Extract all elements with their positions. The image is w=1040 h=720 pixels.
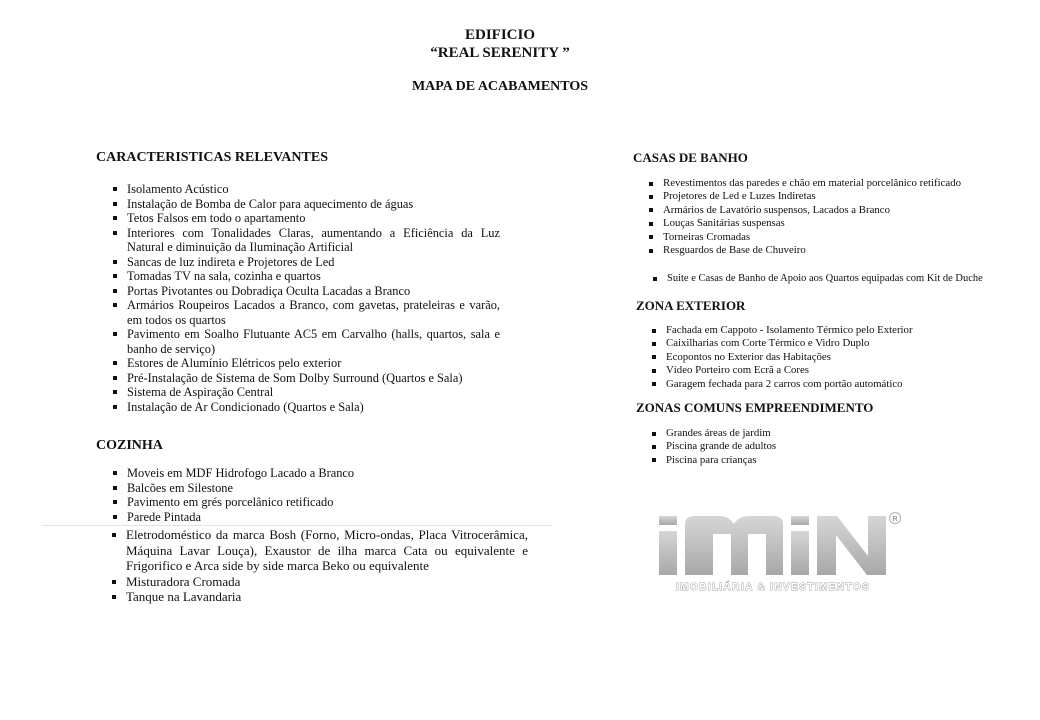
section-title-caracteristicas: CARACTERISTICAS RELEVANTES [96,150,328,165]
list-item: Instalação de Ar Condicionado (Quartos e Sala) [112,400,500,415]
document-title: MAPA DE ACABAMENTOS [411,79,589,94]
list-item: Parede Pintada [112,510,500,525]
casas-banho-list [648,177,1008,257]
zonas-comuns-list [651,427,1011,467]
section-title-zona-exterior: ZONA EXTERIOR [636,298,746,313]
imin-logo-mark [655,510,905,595]
list-item: Louças Sanitárias suspensas [648,217,1008,230]
list-item: Moveis em MDF Hidrofogo Lacado a Branco [112,466,500,481]
list-item: Tomadas TV na sala, cozinha e quartos [112,269,500,284]
list-item: Pavimento em Soalho Flutuante AC5 em Carvalho (halls, quartos, sala e banho de serviço) [112,327,500,356]
zona-exterior-list [651,324,1011,391]
list-item: Armários de Lavatório suspensos, Lacados a Branco [648,204,1008,217]
list-item: Tetos Falsos em todo o apartamento [112,211,500,226]
list-item: Eletrodoméstico da marca Bosh (Forno, Micro-ondas, Placa Vitrocerâmica, Máquina Lavar Louça), Exaustor de ilha marca Cata ou equivalente e Frigorifico e Arca side by side marca Beko ou equivalente [111,527,528,574]
list-item: Instalação de Bomba de Calor para aquecimento de águas [112,197,500,212]
list-item: Pré-Instalação de Sistema de Som Dolby Surround (Quartos e Sala) [112,371,500,386]
list-item: Portas Pivotantes ou Dobradiça Oculta Lacadas a Branco [112,284,500,299]
list-item: Piscina para crianças [651,454,1011,467]
list-item: Balcões em Silestone [112,481,500,496]
registered-mark: R [892,516,898,523]
list-item: Caixilharias com Corte Térmico e Vidro Duplo [651,337,1011,350]
imin-logo [655,510,905,595]
list-item: Estores de Alumínio Elétricos pelo exterior [112,356,500,371]
cozinha-list-b [111,527,528,605]
divider [42,525,552,526]
list-item: Pavimento em grés porcelânico retificado [112,495,500,510]
list-item: Sistema de Aspiração Central [112,385,500,400]
section-title-cozinha: COZINHA [96,438,163,453]
list-item: Resguardos de Base de Chuveiro [648,244,1008,257]
section-title-zonas-comuns: ZONAS COMUNS EMPREENDIMENTO [636,400,874,415]
casas-banho-extra [652,272,1032,285]
cozinha-list-a [112,466,500,524]
caracteristicas-list [112,182,500,414]
logo-tagline: IMOBILIÁRIA & INVESTIMENTOS [675,582,871,593]
list-item: Interiores com Tonalidades Claras, aumentando a Eficiência da Luz Natural e diminuição da Iluminação Artificial [112,226,500,255]
list-item: Grandes áreas de jardim [651,427,1011,440]
list-item: Projetores de Led e Luzes Indiretas [648,190,1008,203]
list-item: Vídeo Porteiro com Ecrã a Cores [651,364,1011,377]
list-item: Isolamento Acústico [112,182,500,197]
building-label: EDIFICIO [464,27,535,43]
list-item: Ecopontos no Exterior das Habitações [651,351,1011,364]
list-item: Garagem fechada para 2 carros com portão automático [651,378,1011,391]
section-title-casas-banho: CASAS DE BANHO [633,150,748,165]
list-item: Fachada em Cappoto - Isolamento Térmico pelo Exterior [651,324,1011,337]
list-item: Misturadora Cromada [111,574,528,590]
list-item: Torneiras Cromadas [648,231,1008,244]
list-item: Sancas de luz indireta e Projetores de Led [112,255,500,270]
list-item: Suite e Casas de Banho de Apoio aos Quartos equipadas com Kit de Duche [652,272,1032,285]
list-item: Piscina grande de adultos [651,440,1011,453]
building-name: “REAL SERENITY ” [430,45,570,61]
list-item: Tanque na Lavandaria [111,589,528,605]
list-item: Armários Roupeiros Lacados a Branco, com gavetas, prateleiras e varão, em todos os quartos [112,298,500,327]
list-item: Revestimentos das paredes e chão em material porcelânico retificado [648,177,1008,190]
